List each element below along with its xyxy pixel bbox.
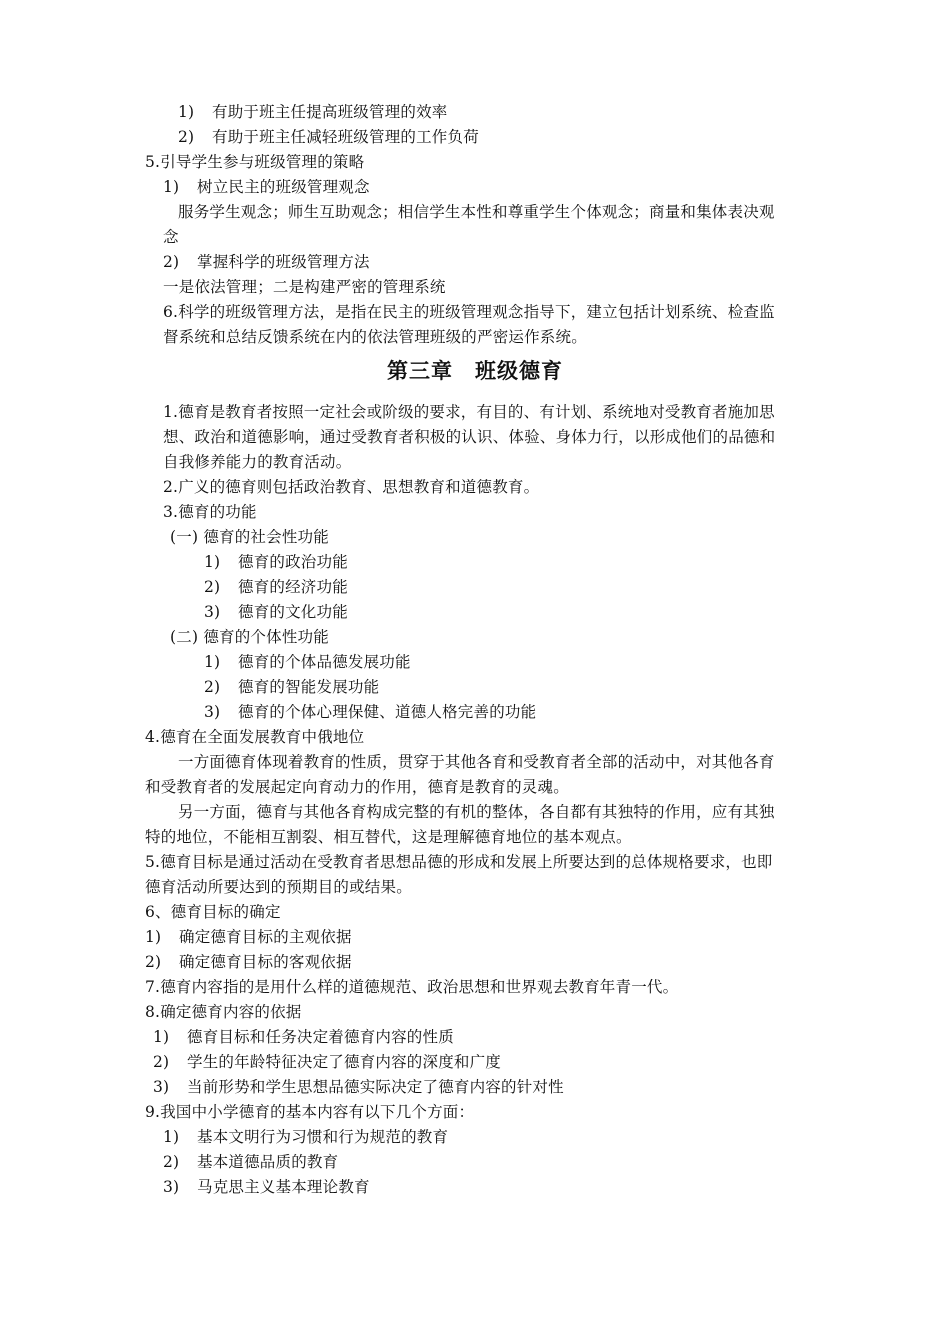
list-item: 2) 德育的经济功能 [204,578,348,596]
list-item: 2) 学生的年龄特征决定了德育内容的深度和广度 [153,1053,502,1071]
subsection-heading: (二) 德育的个体性功能 [170,628,329,646]
list-item: 3) 马克思主义基本理论教育 [163,1178,370,1196]
list-item: 2) 基本道德品质的教育 [163,1153,339,1171]
paragraph-line: 想、政治和道德影响，通过受教育者积极的认识、体验、身体力行，以形成他们的品德和 [163,428,776,446]
list-item: 2) 掌握科学的班级管理方法 [163,253,370,271]
list-item: 2) 有助于班主任减轻班级管理的工作负荷 [178,128,479,146]
list-item: 1) 基本文明行为习惯和行为规范的教育 [163,1128,449,1146]
list-item: 1) 确定德育目标的主观依据 [145,928,352,946]
paragraph-line: 自我修养能力的教育活动。 [163,453,352,471]
paragraph-line: 另一方面，德育与其他各育构成完整的有机的整体，各自都有其独特的作用，应有其独 [178,803,775,821]
paragraph-line: 特的地位，不能相互割裂、相互替代，这是理解德育地位的基本观点。 [145,828,632,846]
list-item: 3) 当前形势和学生思想品德实际决定了德育内容的针对性 [153,1078,564,1096]
section-heading: 4.德育在全面发展教育中俄地位 [145,728,365,746]
paragraph-line: 一是依法管理；二是构建严密的管理系统 [163,278,446,296]
paragraph-line: 2.广义的德育则包括政治教育、思想教育和道德教育。 [163,478,540,496]
section-heading: 9.我国中小学德育的基本内容有以下几个方面： [145,1103,475,1121]
paragraph-line: 1.德育是教育者按照一定社会或阶级的要求，有目的、有计划、系统地对受教育者施加思 [163,403,775,421]
paragraph-line: 服务学生观念；师生互助观念；相信学生本性和尊重学生个体观念；商量和集体表决观 [178,203,775,221]
section-heading: 5.引导学生参与班级管理的策略 [145,153,365,171]
paragraph-line: 和受教育者的发展起定向育动力的作用，德育是教育的灵魂。 [145,778,569,796]
chapter-title: 第三章 班级德育 [387,358,563,383]
paragraph-line: 5.德育目标是通过活动在受教育者思想品德的形成和发展上所要达到的总体规格要求，也即 [145,853,773,871]
paragraph-line: 一方面德育体现着教育的性质，贯穿于其他各育和受教育者全部的活动中，对其他各育 [178,753,775,771]
paragraph-line: 德育活动所要达到的预期目的或结果。 [145,878,412,896]
section-heading: 3.德育的功能 [163,503,257,521]
list-item: 3) 德育的个体心理保健、道德人格完善的功能 [204,703,537,721]
subsection-heading: (一) 德育的社会性功能 [170,528,329,546]
list-item: 3) 德育的文化功能 [204,603,348,621]
section-heading: 8.确定德育内容的依据 [145,1003,302,1021]
list-item: 2) 德育的智能发展功能 [204,678,380,696]
list-item: 1) 德育目标和任务决定着德育内容的性质 [153,1028,454,1046]
list-item: 1) 德育的个体品德发展功能 [204,653,411,671]
paragraph-line: 6.科学的班级管理方法，是指在民主的班级管理观念指导下，建立包括计划系统、检查监 [163,303,775,321]
list-item: 2) 确定德育目标的客观依据 [145,953,352,971]
section-heading: 6、德育目标的确定 [145,903,281,921]
list-item: 1) 树立民主的班级管理观念 [163,178,370,196]
paragraph-line: 念 [163,228,179,246]
paragraph-line: 督系统和总结反馈系统在内的依法管理班级的严密运作系统。 [163,328,587,346]
list-item: 1) 有助于班主任提高班级管理的效率 [178,103,448,121]
paragraph-line: 7.德育内容指的是用什么样的道德规范、政治思想和世界观去教育年青一代。 [145,978,679,996]
list-item: 1) 德育的政治功能 [204,553,348,571]
